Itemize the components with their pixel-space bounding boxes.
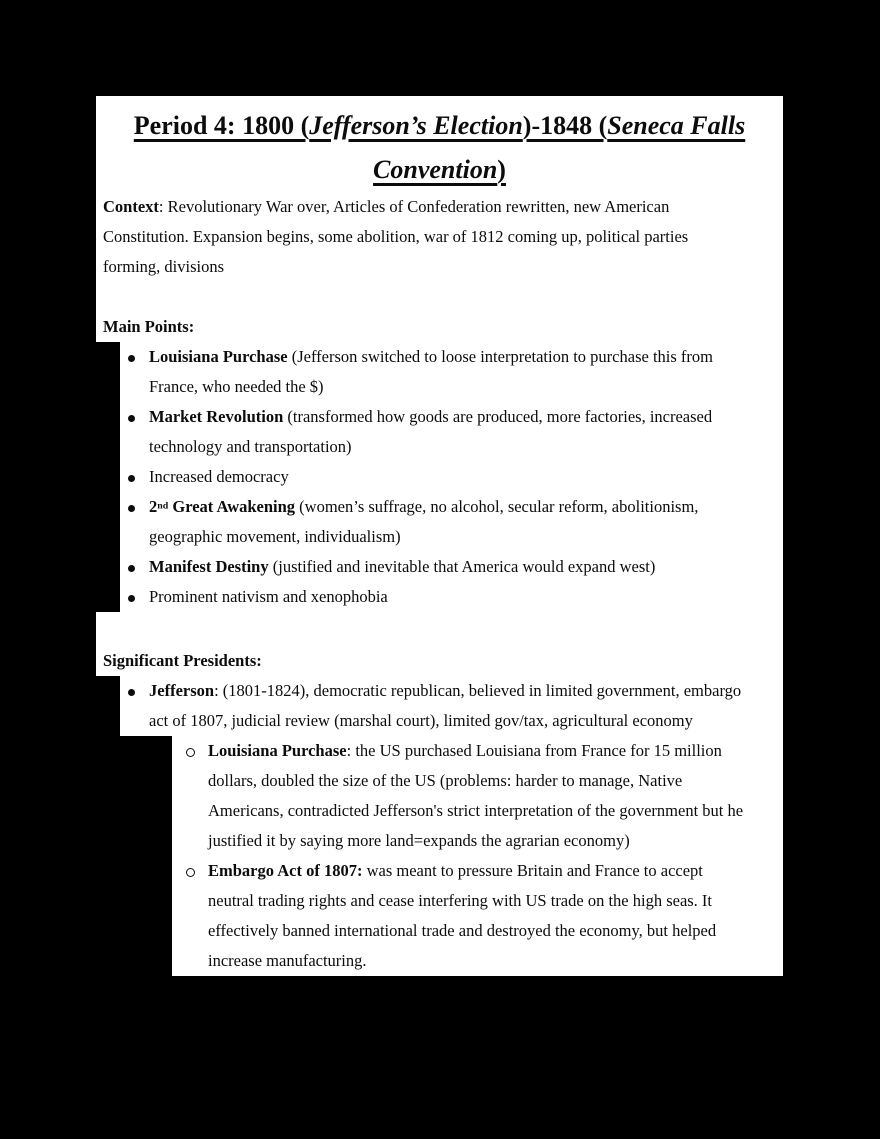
document-title-line	[103, 104, 776, 148]
text-run: justified it by saying more land=expands the agrarian economy)	[208, 831, 630, 850]
list-item	[120, 676, 783, 706]
text-run: Louisiana Purchase	[208, 741, 347, 760]
text-run: (Jefferson switched to loose interpretation to purchase this from	[287, 347, 713, 366]
text-run: nd	[157, 500, 169, 512]
jefferson-sub-list-block	[172, 736, 783, 976]
bullet-dot	[128, 565, 135, 572]
line-content	[149, 437, 352, 456]
text-run: Period 4: 1800 (	[133, 111, 310, 140]
text-run: Manifest Destiny	[149, 557, 269, 576]
text-line	[120, 372, 783, 402]
text-run: Prominent nativism and xenophobia	[149, 587, 388, 606]
line-content	[208, 831, 630, 850]
text-run: Significant Presidents:	[103, 651, 262, 670]
text-run: (women’s suffrage, no alcohol, secular reform, abolitionism,	[295, 497, 699, 516]
text-line	[172, 946, 783, 976]
text-run: Americans, contradicted Jefferson's strict interpretation of the government but he	[208, 801, 744, 820]
line-content	[208, 891, 712, 910]
text-run: France, who needed the $)	[149, 377, 324, 396]
bullet-dot	[128, 689, 135, 696]
document-title-line	[103, 148, 776, 192]
text-run: Great Awakening	[168, 497, 296, 516]
text-run: )-1848 (	[522, 111, 608, 140]
text-run: effectively banned international trade and destroyed the economy, but helped	[208, 921, 717, 940]
line-content	[149, 347, 713, 366]
list-item	[120, 402, 783, 432]
text-run: neutral trading rights and cease interfering with US trade on the high seas. It	[208, 891, 713, 910]
text-run: : (1801-1824), democratic republican, believed in limited government, embargo	[214, 681, 742, 700]
text-run: Louisiana Purchase	[149, 347, 288, 366]
line-content	[149, 407, 712, 426]
list-item	[120, 552, 783, 582]
line-content	[149, 587, 388, 606]
text-run: : the US purchased Louisiana from France for 15 million	[346, 741, 722, 760]
text-run: Constitution. Expansion begins, some abolition, war of 1812 coming up, political parties	[103, 227, 689, 246]
bullet-dot	[128, 475, 135, 482]
text-line	[103, 222, 776, 252]
text-run: was meant to pressure Britain and France to accept	[362, 861, 703, 880]
significant-presidents-heading-block	[96, 612, 783, 676]
list-item	[172, 736, 783, 766]
bullet-circle	[186, 868, 195, 877]
text-run: Jefferson	[149, 681, 215, 700]
line-content	[208, 921, 716, 940]
line-content	[103, 257, 224, 276]
text-run: (transformed how goods are produced, more factories, increased	[283, 407, 713, 426]
text-line	[172, 886, 783, 916]
bullet-dot	[128, 595, 135, 602]
bullet-icon	[128, 402, 135, 432]
line-content	[149, 497, 698, 516]
text-line	[120, 432, 783, 462]
text-line	[103, 192, 776, 222]
text-run: act of 1807, judicial review (marshal court), limited gov/tax, agricultural economy	[149, 711, 693, 730]
text-run: increase manufacturing.	[208, 951, 367, 970]
line-content	[208, 951, 367, 970]
line-content	[149, 711, 693, 730]
text-run: Convention	[373, 155, 498, 184]
bullet-icon	[128, 342, 135, 372]
line-content	[208, 801, 743, 820]
list-item	[120, 582, 783, 612]
text-run: Seneca Falls	[607, 111, 746, 140]
text-line	[120, 706, 783, 736]
document-header-block	[96, 96, 783, 342]
list-item	[120, 342, 783, 372]
text-run: forming, divisions	[103, 257, 225, 276]
text-line	[172, 916, 783, 946]
line-content	[208, 771, 682, 790]
line-content	[103, 227, 688, 246]
text-run: technology and transportation)	[149, 437, 352, 456]
text-run: Main Points:	[103, 317, 195, 336]
text-line	[103, 252, 776, 282]
line-content	[149, 377, 324, 396]
list-item	[120, 462, 783, 492]
list-item	[120, 492, 783, 522]
text-line	[172, 826, 783, 856]
text-line	[172, 796, 783, 826]
bullet-icon	[128, 492, 135, 522]
circle-bullet-icon	[186, 856, 195, 886]
text-run: (justified and inevitable that America would expand west)	[268, 557, 656, 576]
bullet-dot	[128, 355, 135, 362]
text-run: Market Revolution	[149, 407, 284, 426]
text-line	[120, 522, 783, 552]
text-line	[172, 766, 783, 796]
text-run: : Revolutionary War over, Articles of Confederation rewritten, new American	[158, 197, 670, 216]
text-line	[103, 312, 776, 342]
document-page	[96, 96, 783, 976]
text-run: )	[497, 155, 506, 184]
line-content	[208, 861, 703, 880]
text-run: Context	[103, 197, 159, 216]
bullet-icon	[128, 582, 135, 612]
bullet-dot	[128, 415, 135, 422]
line-content	[103, 651, 262, 670]
line-content	[149, 681, 741, 700]
list-item	[172, 856, 783, 886]
jefferson-list-item-block	[120, 676, 783, 736]
line-content	[134, 111, 745, 140]
line-content	[103, 317, 194, 336]
bullet-circle	[186, 748, 195, 757]
main-points-list	[120, 342, 783, 612]
bullet-dot	[128, 505, 135, 512]
bullet-icon	[128, 552, 135, 582]
text-run: 2	[149, 497, 158, 516]
text-run: Jefferson’s Election	[309, 111, 523, 140]
bullet-icon	[128, 676, 135, 706]
text-run: geographic movement, individualism)	[149, 527, 401, 546]
text-run: Increased democracy	[149, 467, 289, 486]
line-content	[149, 527, 401, 546]
line-content	[149, 467, 289, 486]
text-line	[103, 646, 776, 676]
blank-line	[103, 282, 776, 312]
line-content	[208, 741, 722, 760]
bullet-icon	[128, 462, 135, 492]
line-content	[103, 197, 669, 216]
circle-bullet-icon	[186, 736, 195, 766]
text-run: Embargo Act of 1807:	[208, 861, 363, 880]
line-content	[149, 557, 655, 576]
line-content	[373, 155, 506, 184]
text-run: dollars, doubled the size of the US (problems: harder to manage, Native	[208, 771, 683, 790]
